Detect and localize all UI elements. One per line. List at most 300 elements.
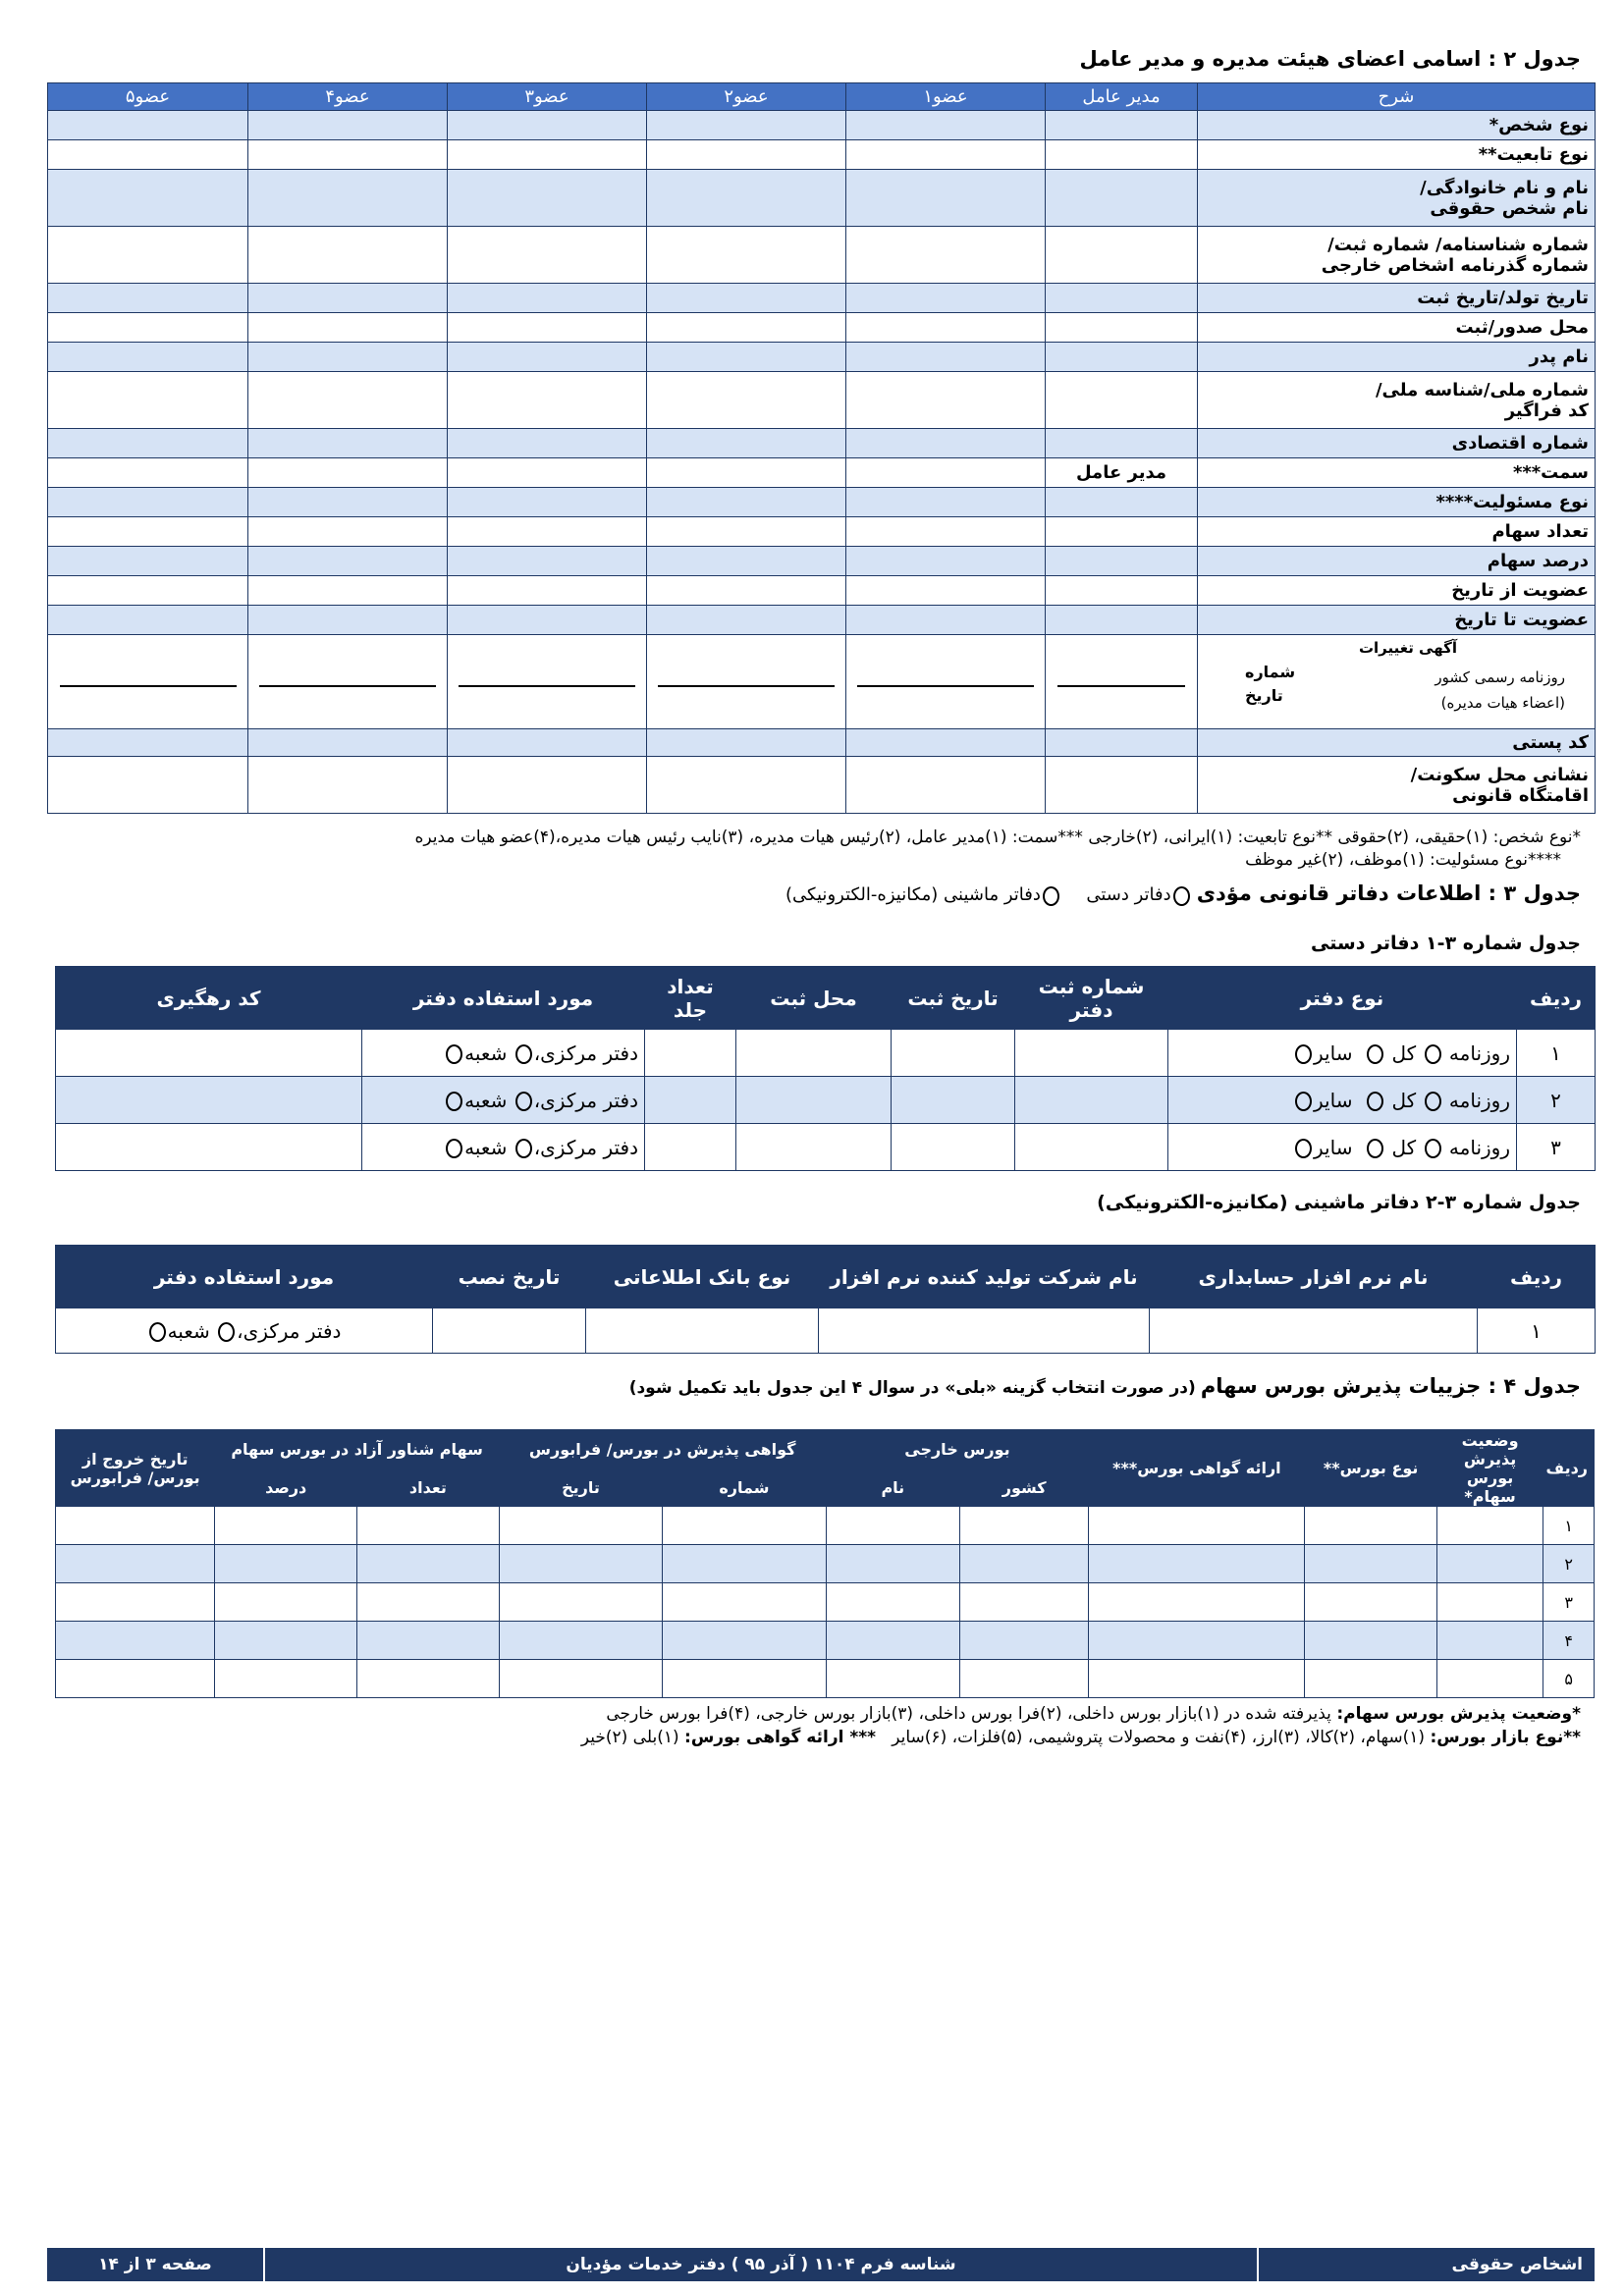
cell[interactable] [248,576,448,606]
row-number: ۱ [1543,1507,1595,1545]
ad-cell[interactable] [846,635,1046,729]
table3-header [599,881,1581,906]
ceo-position-value: مدیر عامل [1046,458,1198,488]
cell[interactable] [892,1077,1015,1124]
note-label: **نوع بازار بورس: [1430,1728,1581,1747]
table3-1-header-row [56,967,1596,1030]
col-header: درصد [215,1469,357,1507]
cell[interactable] [647,284,846,313]
cell[interactable] [846,313,1046,343]
radio-journal[interactable] [1425,1139,1441,1158]
table3-2-header-row [56,1246,1596,1308]
cell[interactable] [48,547,248,576]
cell[interactable] [1089,1507,1305,1545]
radio-central[interactable] [218,1322,235,1342]
cell[interactable] [826,1545,959,1583]
row-label: شماره اقتصادی [1198,429,1596,458]
cell[interactable] [448,372,647,429]
cell[interactable] [846,458,1046,488]
cell[interactable] [1046,313,1198,343]
cell[interactable] [647,140,846,170]
ad-number-label: شماره [1245,663,1296,681]
cell[interactable] [499,1507,662,1545]
cell[interactable] [248,517,448,547]
option-label: دفتر مرکزی، [533,1041,638,1065]
radio-other[interactable] [1295,1139,1312,1158]
manual-books-label: دفاتر دستی [1086,884,1171,905]
radio-other[interactable] [1295,1092,1312,1111]
col-header: نام نرم افزار حسابداری [1150,1246,1478,1308]
cell[interactable] [56,1124,362,1171]
table-row [48,488,1596,517]
cell[interactable] [1436,1622,1543,1660]
col-header: نام شرکت تولید کننده نرم افزار [819,1246,1150,1308]
cell[interactable] [1089,1583,1305,1622]
cell[interactable] [846,757,1046,814]
cell[interactable] [499,1660,662,1698]
table-row [56,1545,1595,1583]
cell[interactable] [357,1507,500,1545]
radio-central[interactable] [515,1092,532,1111]
cell[interactable] [248,729,448,757]
option-label: کل [1391,1041,1417,1065]
page-footer [47,2248,1595,2281]
cell[interactable] [1305,1622,1436,1660]
cell[interactable] [647,343,846,372]
row-label-line: کد فراگیر [1504,400,1589,421]
cell[interactable] [663,1622,826,1660]
option-label: سایر [1314,1135,1353,1159]
cell[interactable] [892,1030,1015,1077]
cell[interactable] [1046,170,1198,227]
radio-central[interactable] [515,1139,532,1158]
manual-books-radio[interactable] [1173,886,1190,906]
table-row [48,140,1596,170]
cell[interactable] [1305,1507,1436,1545]
cell[interactable] [846,429,1046,458]
col-header: تاریخ نصب [433,1246,586,1308]
cell[interactable] [1436,1660,1543,1698]
radio-journal[interactable] [1425,1092,1441,1111]
cell[interactable] [48,372,248,429]
table-row [48,547,1596,576]
cell[interactable] [56,1077,362,1124]
cell[interactable] [846,140,1046,170]
cell[interactable] [1436,1545,1543,1583]
cell[interactable] [1089,1545,1305,1583]
col-header: بورس خارجی [826,1430,1089,1469]
cell[interactable] [846,729,1046,757]
ad-cell[interactable] [647,635,846,729]
cell[interactable] [647,458,846,488]
cell[interactable] [48,111,248,140]
cell[interactable] [892,1124,1015,1171]
cell[interactable] [846,606,1046,635]
row-number: ۱ [1517,1030,1596,1077]
cell[interactable] [357,1622,500,1660]
row-label [1198,227,1596,284]
note-label: *** ارائه گواهی بورس: [684,1728,877,1747]
cell[interactable] [448,517,647,547]
table4-subtitle: (در صورت انتخاب گزینه «بلی» در سوال ۴ این جدول باید تکمیل شود) [628,1378,1196,1398]
cell[interactable] [1046,517,1198,547]
col-header: نوع بورس** [1305,1430,1436,1507]
ad-date-label: تاریخ [1245,686,1283,705]
cell[interactable] [647,547,846,576]
book-use-cell [56,1308,433,1354]
ad-cell[interactable] [48,635,248,729]
table-row [48,111,1596,140]
cell[interactable] [586,1308,819,1354]
col-header: شماره ثبت دفتر [1015,967,1168,1030]
radio-journal[interactable] [1425,1044,1441,1064]
col-header: عضو۱ [846,83,1046,111]
col-header: سهام شناور آزاد در بورس سهام [215,1430,499,1469]
row-number: ۴ [1543,1622,1595,1660]
cell[interactable] [248,170,448,227]
cell[interactable] [846,547,1046,576]
cell[interactable] [819,1308,1150,1354]
cell[interactable] [448,547,647,576]
cell[interactable] [663,1507,826,1545]
cell[interactable] [960,1583,1089,1622]
cell[interactable] [736,1030,892,1077]
cell[interactable] [48,343,248,372]
cell[interactable] [826,1660,959,1698]
cell[interactable] [357,1545,500,1583]
cell[interactable] [448,170,647,227]
cell[interactable] [960,1622,1089,1660]
cell[interactable] [1015,1077,1168,1124]
cell[interactable] [846,517,1046,547]
table2-note1: *نوع شخص: (۱)حقیقی، (۲)حقوقی **نوع تابعیت: (۱)ایرانی، (۲)خارجی ***سمت: (۱)مدیر عامل، (۲)رئیس هیات مدیره، (۳)نایب رئیس هیات مدیره،(۴)عضو هیات مدیره [414,828,1581,847]
col-header: شماره [663,1469,826,1507]
cell[interactable] [663,1660,826,1698]
row-label: نوع تابعیت** [1198,140,1596,170]
cell[interactable] [1046,547,1198,576]
ad-cell[interactable] [1046,635,1198,729]
radio-general[interactable] [1367,1044,1383,1064]
radio-branch[interactable] [149,1322,166,1342]
cell[interactable] [647,517,846,547]
cell[interactable] [48,170,248,227]
row-label: درصد سهام [1198,547,1596,576]
col-header: ارائه گواهی بورس*** [1089,1430,1305,1507]
row-label: عضویت از تاریخ [1198,576,1596,606]
option-label: شعبه [464,1135,508,1159]
cell[interactable] [647,576,846,606]
radio-branch[interactable] [446,1139,462,1158]
radio-branch[interactable] [446,1092,462,1111]
table4-note2 [108,1728,1581,1747]
table4-title: جدول ۴ : جزییات پذیرش بورس سهام [1200,1374,1581,1398]
row-number: ۳ [1517,1124,1596,1171]
cell[interactable] [448,458,647,488]
col-header: تاریخ ثبت [892,967,1015,1030]
cell[interactable] [846,488,1046,517]
cell[interactable] [1436,1507,1543,1545]
cell[interactable] [1046,284,1198,313]
cell[interactable] [736,1077,892,1124]
cell[interactable] [448,729,647,757]
cell[interactable] [448,140,647,170]
cell[interactable] [1305,1545,1436,1583]
cell[interactable] [1046,429,1198,458]
cell[interactable] [960,1507,1089,1545]
cell[interactable] [448,343,647,372]
col-header: ردیف [1517,967,1596,1030]
table-row [48,517,1596,547]
cell[interactable] [215,1545,357,1583]
cell[interactable] [56,1583,215,1622]
cell[interactable] [647,170,846,227]
table2-note2: ****نوع مسئولیت: (۱)موظف، (۲)غیر موظف [1245,850,1561,870]
row-label: عضویت تا تاریخ [1198,606,1596,635]
option-label: روزنامه [1448,1088,1510,1112]
row-number: ۲ [1543,1545,1595,1583]
row-label: نوع شخص* [1198,111,1596,140]
cell[interactable] [960,1545,1089,1583]
cell[interactable] [56,1622,215,1660]
cell[interactable] [1150,1308,1478,1354]
option-label: سایر [1314,1088,1353,1112]
cell[interactable] [357,1660,500,1698]
cell[interactable] [48,140,248,170]
cell[interactable] [1046,606,1198,635]
cell[interactable] [499,1622,662,1660]
cell[interactable] [647,757,846,814]
table-row [56,1660,1595,1698]
table4-header [304,1374,1581,1398]
row-label-line: نشانی محل سکونت/ [1410,764,1589,785]
cell[interactable] [248,313,448,343]
cell[interactable] [448,576,647,606]
cell[interactable] [1015,1030,1168,1077]
cell[interactable] [248,429,448,458]
cell[interactable] [248,140,448,170]
cell[interactable] [1046,111,1198,140]
cell[interactable] [846,227,1046,284]
col-header: شرح [1198,83,1596,111]
option-label: سایر [1314,1041,1353,1065]
cell[interactable] [1305,1583,1436,1622]
radio-general[interactable] [1367,1139,1383,1158]
row-label: محل صدور/ثبت [1198,313,1596,343]
col-header: مورد استفاده دفتر [362,967,645,1030]
cell[interactable] [663,1545,826,1583]
cell[interactable] [647,606,846,635]
cell[interactable] [647,488,846,517]
cell[interactable] [1436,1583,1543,1622]
cell[interactable] [448,227,647,284]
cell[interactable] [433,1308,586,1354]
ad-sub2: (اعضاء هیات مدیره) [1440,694,1565,712]
footer-page-number: صفحه ۳ از ۱۴ [98,2255,212,2274]
option-label: دفتر مرکزی، [533,1135,638,1159]
cell[interactable] [647,111,846,140]
cell[interactable] [826,1507,959,1545]
table3-title: جدول ۳ : اطلاعات دفاتر قانونی مؤدی [1196,881,1581,905]
cell[interactable] [846,343,1046,372]
cell[interactable] [56,1030,362,1077]
cell[interactable] [48,313,248,343]
cell[interactable] [1046,227,1198,284]
cell[interactable] [248,458,448,488]
cell[interactable] [357,1583,500,1622]
cell[interactable] [1046,372,1198,429]
cell[interactable] [48,729,248,757]
cell[interactable] [647,429,846,458]
book-type-cell [1168,1030,1517,1077]
book-use-cell [362,1124,645,1171]
cell[interactable] [48,227,248,284]
cell[interactable] [215,1622,357,1660]
cell[interactable] [448,429,647,458]
cell[interactable] [1046,757,1198,814]
table-row [48,227,1596,284]
table-row [56,1124,1596,1171]
cell[interactable] [1305,1660,1436,1698]
cell[interactable] [826,1622,959,1660]
cell[interactable] [1089,1622,1305,1660]
radio-general[interactable] [1367,1092,1383,1111]
table-row [48,729,1596,757]
cell[interactable] [1089,1660,1305,1698]
cell[interactable] [1046,343,1198,372]
cell[interactable] [1046,576,1198,606]
cell[interactable] [846,170,1046,227]
cell[interactable] [248,606,448,635]
cell[interactable] [960,1660,1089,1698]
cell[interactable] [499,1545,662,1583]
table-row [48,429,1596,458]
cell[interactable] [645,1124,736,1171]
radio-other[interactable] [1295,1044,1312,1064]
cell[interactable] [48,488,248,517]
book-type-cell [1168,1124,1517,1171]
cell[interactable] [248,547,448,576]
cell[interactable] [448,606,647,635]
row-label: تاریخ تولد/تاریخ ثبت [1198,284,1596,313]
cell[interactable] [248,284,448,313]
radio-branch[interactable] [446,1044,462,1064]
table-row [56,1308,1596,1354]
cell[interactable] [645,1077,736,1124]
cell[interactable] [647,313,846,343]
row-label: سمت*** [1198,458,1596,488]
radio-central[interactable] [515,1044,532,1064]
cell[interactable] [1015,1124,1168,1171]
col-header: ردیف [1478,1246,1596,1308]
row-label-line: شماره شناسنامه/ شماره ثبت/ [1327,234,1589,255]
col-header: تعداد [357,1469,500,1507]
table-row [48,372,1596,429]
table-row [56,1622,1595,1660]
cell[interactable] [48,458,248,488]
cell[interactable] [248,372,448,429]
cell[interactable] [645,1030,736,1077]
table3-2-title: جدول شماره ۳-۲ دفاتر ماشینی (مکانیزه-الکترونیکی) [1097,1192,1581,1213]
cell[interactable] [215,1583,357,1622]
option-label: شعبه [464,1088,508,1112]
col-header: محل ثبت [736,967,892,1030]
cell[interactable] [56,1507,215,1545]
cell[interactable] [56,1660,215,1698]
cell[interactable] [48,757,248,814]
cell[interactable] [448,757,647,814]
cell[interactable] [48,576,248,606]
machine-books-radio[interactable] [1043,886,1059,906]
cell[interactable] [448,313,647,343]
cell[interactable] [48,606,248,635]
cell[interactable] [663,1583,826,1622]
cell[interactable] [1046,729,1198,757]
note-text: (۱)بلی (۲)خیر [580,1728,679,1747]
col-header: گواهی پذیرش در بورس/ فرابورس [499,1430,826,1469]
manual-books-table [55,966,1596,1171]
cell[interactable] [1046,140,1198,170]
row-label: کد پستی [1198,729,1596,757]
cell[interactable] [248,343,448,372]
cell[interactable] [215,1660,357,1698]
cell[interactable] [48,517,248,547]
cell[interactable] [215,1507,357,1545]
col-header: مدیر عامل [1046,83,1198,111]
cell[interactable] [48,429,248,458]
row-label [1198,170,1596,227]
row-label [1198,757,1596,814]
col-header: تعداد جلد [645,967,736,1030]
book-use-cell [362,1030,645,1077]
ad-cell[interactable] [448,635,647,729]
option-label: شعبه [464,1041,508,1065]
cell[interactable] [736,1124,892,1171]
cell[interactable] [448,488,647,517]
cell[interactable] [248,757,448,814]
cell[interactable] [647,372,846,429]
cell[interactable] [846,111,1046,140]
cell[interactable] [846,576,1046,606]
cell[interactable] [448,111,647,140]
footer-entity: اشخاص حقوقی [1257,2248,1595,2281]
table-row [48,170,1596,227]
cell[interactable] [647,227,846,284]
cell[interactable] [647,729,846,757]
cell[interactable] [56,1545,215,1583]
table-row [56,1583,1595,1622]
table-row [48,343,1596,372]
col-header: عضو۵ [48,83,248,111]
note-text: (۱)سهام، (۲)کالا، (۳)ارز، (۴)نفت و محصولات پتروشیمی، (۵)فلزات، (۶)سایر [892,1728,1426,1747]
machine-books-label: دفاتر ماشینی (مکانیزه-الکترونیکی) [785,884,1041,905]
option-label: روزنامه [1448,1135,1510,1159]
col-header: عضو۳ [448,83,647,111]
cell[interactable] [48,284,248,313]
cell[interactable] [826,1583,959,1622]
table-row [48,606,1596,635]
col-header: کشور [960,1469,1089,1507]
cell[interactable] [448,284,647,313]
row-label-line: اقامتگاه قانونی [1452,784,1589,806]
cell[interactable] [846,372,1046,429]
cell[interactable] [248,111,448,140]
cell[interactable] [248,227,448,284]
cell[interactable] [499,1583,662,1622]
cell[interactable] [846,284,1046,313]
cell[interactable] [248,488,448,517]
ad-cell[interactable] [248,635,448,729]
cell[interactable] [1046,488,1198,517]
